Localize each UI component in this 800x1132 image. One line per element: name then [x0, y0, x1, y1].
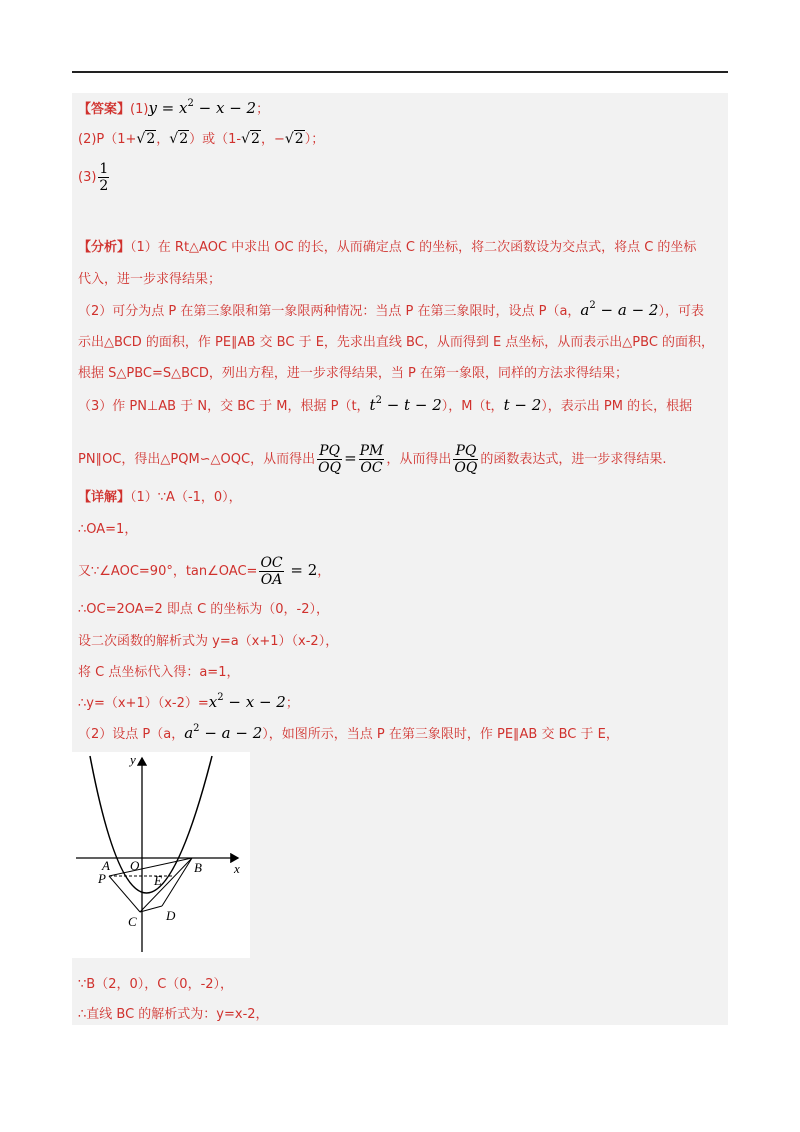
detail-line-6: 将 C 点坐标代入得：a=1，	[78, 665, 240, 680]
answer-part1: 【答案】$(1)y = x^2 - x - 2$；	[78, 98, 270, 117]
label-e: E	[154, 873, 162, 888]
analysis-label: 【分析】	[78, 240, 131, 255]
answer-part3: (3) $\frac{1}{2}$	[78, 161, 109, 194]
segment-cb	[140, 858, 192, 912]
label-o: O	[130, 858, 140, 873]
parabola-diagram	[72, 752, 250, 958]
detail-line-2: ∴OA=1，	[78, 522, 138, 537]
analysis-line-4: 示出△BCD 的面积，作 PE∥AB 交 BC 于 E，先求出直线 BC，从而得到 E 点坐标，从而表示出△PBC 的面积，	[78, 335, 715, 350]
detail-line-9: ∵B（2，0），C（0，-2），	[78, 977, 234, 992]
fraction-half: $\frac{1}{2}$	[99, 161, 109, 194]
label-b: B	[194, 860, 202, 875]
detail-line-8: （2）设点 P（a，$a^2 - a - 2$），如图所示，当点 P 在第三象限时，作 PE∥AB 交 BC 于 E，	[78, 723, 619, 742]
label-p: P	[98, 871, 106, 886]
detail-line-3: 又∵∠AOC=90°，tan∠OAC= $\frac{OC}{OA}$ = 2，	[78, 555, 331, 588]
segment-db	[162, 858, 192, 906]
analysis-line-7: PN∥OC，得出△PQM∽△OQC，从而得出 $\frac{PQ}{OQ}$ = $\frac{PM}{OC}$ ，从而得出 $\frac{PQ}{OQ}$ 的函数表达式，进一步求得结果.	[78, 443, 667, 476]
label-a: A	[102, 858, 110, 873]
analysis-line-5: 根据 S△PBC=S△BCD，列出方程，进一步求得结果，当 P 在第一象限，同样的方法求得结果；	[78, 366, 629, 381]
label-c: C	[128, 914, 137, 929]
label-y: y	[130, 752, 136, 767]
parabola-figure	[72, 752, 250, 958]
detail-line-5: 设二次函数的解析式为 y=a（x+1）（x-2），	[78, 634, 339, 649]
segment-pc	[109, 876, 140, 912]
analysis-line-2: 代入，进一步求得结果；	[78, 272, 222, 287]
analysis-line-1: 【分析】（1）在 Rt△AOC 中求出 OC 的长，从而确定点 C 的坐标，将二次函数设为交点式，将点 C 的坐标	[78, 240, 697, 255]
detail-line-4: ∴OC=2OA=2 即点 C 的坐标为（0，-2），	[78, 602, 330, 617]
top-rule	[72, 71, 728, 73]
detail-line-1: 【详解】（1）∵A（-1，0），	[78, 490, 242, 505]
label-d: D	[166, 908, 176, 923]
answer-part2: (2)P（1+√2，√2）或（1-√2，−√2）；	[78, 131, 325, 147]
answer-label: 【答案】	[78, 102, 131, 117]
detail-line-10: ∴直线 BC 的解析式为：y=x-2，	[78, 1007, 269, 1022]
analysis-line-3: （2）可分为点 P 在第三象限和第一象限两种情况：当点 P 在第三象限时，设点 P（a，$a^2 - a - 2$），可表	[78, 300, 704, 319]
detail-line-7: $\therefore y=(x+1)(x-2)=x^2 - x - 2$；	[78, 692, 299, 711]
analysis-line-6: （3）作 PN⊥AB 于 N，交 BC 于 M，根据 P（t，$t^2 - t - 2$），M（t，t − 2），表示出 PM 的长，根据	[78, 395, 693, 414]
label-x: x	[234, 861, 240, 876]
detail-label: 【详解】	[78, 490, 131, 505]
